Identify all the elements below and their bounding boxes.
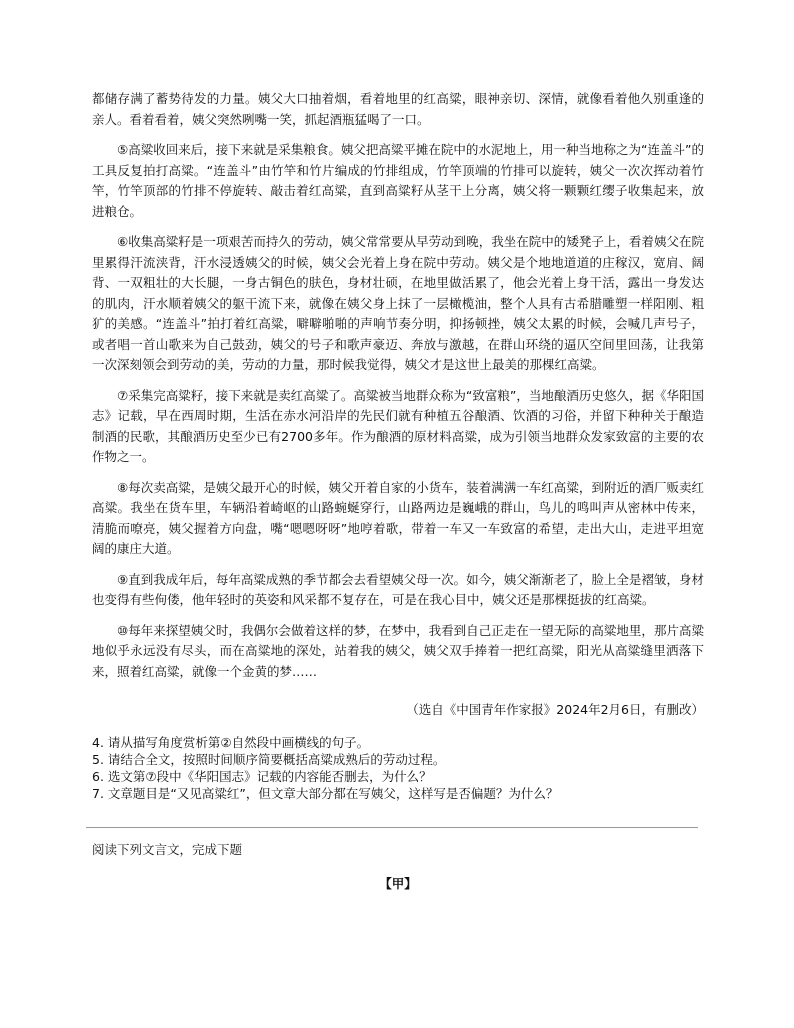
- article-body: [92, 89, 704, 892]
- paragraph-4-continued: 都储存满了蓄势待发的力量。姨父大口抽着烟，看着地里的红高粱，眼神亲切、深情，就像看着他久别重逢的亲人。看着看着，姨父突然咧嘴一笑，抓起酒瓶猛喝了一口。: [92, 91, 704, 127]
- question-5: 5. 请结合全文，按照时间顺序简要概括高粱成熟后的劳动过程。: [92, 752, 446, 767]
- question-4: 4. 请从描写角度赏析第②自然段中画横线的句子。: [92, 735, 370, 750]
- paragraph-8: ⑧每次卖高粱，是姨父最开心的时候，姨父开着自家的小货车，装着满满一车红高粱，到附近的酒厂贩卖红高粱。我坐在货车里，车辆沿着崎岖的山路蜿蜒穿行，山路两边是巍峨的群山，鸟儿的鸣叫声从密林中传来，清脆而嘹亮，姨父握着方向盘，嘴“嗯嗯呀呀”地哼着歌，带着一车又一车致富的希望，走出大山，走进平坦宽阔的康庄大道。: [92, 479, 704, 556]
- next-section-intro: 阅读下列文言文，完成下题: [92, 842, 243, 857]
- paragraph-6: ⑥收集高粱籽是一项艰苦而持久的劳动，姨父常常要从早劳动到晚，我坐在院中的矮凳子上，看着姨父在院里累得汗流浃背，汗水浸透姨父的时候，姨父会光着上身在院中劳动。姨父是个地地道道的庄稼汉，宽肩、阔背、一双粗壮的大长腿，一身古铜色的肤色，身材壮硕，在地里做活累了，他会光着上身干活，露出一身发达的肌肉，汗水顺着姨父的躯干流下来，就像在姨父身上抹了一层橄榄油，整个人具有古希腊雕塑一样阳刚、粗犷的美感。“连盖斗”拍打着红高粱，噼噼啪啪的声响节奏分明，抑扬顿挫，姨父太累的时候，会喊几声号子，或者唱一首山歌来为自己鼓劲，姨父的号子和歌声豪迈、奔放与激越，在群山环绕的逼仄空间里回荡，让我第一次深刻领会到劳动的美，劳动的力量，那时候我觉得，姨父才是这世上最美的那棵红高粱。: [92, 234, 704, 372]
- question-7: 7. 文章题目是“又见高粱红”，但文章大部分都在写姨父，这样写是否偏题？为什么？: [92, 786, 559, 801]
- question-6: 6. 选文第⑦段中《华阳国志》记载的内容能否删去，为什么？: [92, 769, 432, 784]
- paragraph-9: ⑨直到我成年后，每年高粱成熟的季节都会去看望姨父母一次。如今，姨父渐渐老了，脸上全是褶皱，身材也变得有些佝偻，他年轻时的英姿和风采都不复存在，可是在我心目中，姨父还是那棵挺拔的红高粱。: [92, 571, 704, 607]
- paragraph-5: ⑤高粱收回来后，接下来就是采集粮食。姨父把高粱平摊在院中的水泥地上，用一种当地称之为“连盖斗”的工具反复拍打高粱。“连盖斗”由竹竿和竹片编成的竹排组成，竹竿顶端的竹排可以旋转，姨父一次次挥动着竹竿，竹竿顶部的竹排不停旋转、敲击着红高粱，直到高粱籽从茎干上分离，姨父将一颗颗红缨子收集起来，放进粮仓。: [92, 142, 704, 219]
- article-source: （选自《中国青年作家报》2024年2月6日，有删改）: [406, 702, 704, 717]
- next-section-heading: 【甲】: [379, 876, 417, 891]
- paragraph-10: ⑩每年来探望姨父时，我偶尔会做着这样的梦，在梦中，我看到自己正走在一望无际的高粱地里，那片高粱地似乎永远没有尽头，而在高粱地的深处，站着我的姨父，姨父双手捧着一把红高粱，阳光从高粱缝里洒落下来，照着红高粱，就像一个金黄的梦……: [92, 622, 704, 679]
- section-divider: [86, 827, 698, 828]
- question-list: [92, 734, 704, 802]
- paragraph-7: ⑦采集完高粱籽，接下来就是卖红高粱了。高粱被当地群众称为“致富粮”，当地酿酒历史悠久，据《华阳国志》记载，早在西周时期，生活在赤水河沿岸的先民们就有种植五谷酿酒、饮酒的习俗，并留下种种关于酿造制酒的民歌，其酿酒历史至少已有2700多年。作为酿酒的原材料高粱，成为引领当地群众发家致富的主要的农作物之一。: [92, 387, 704, 464]
